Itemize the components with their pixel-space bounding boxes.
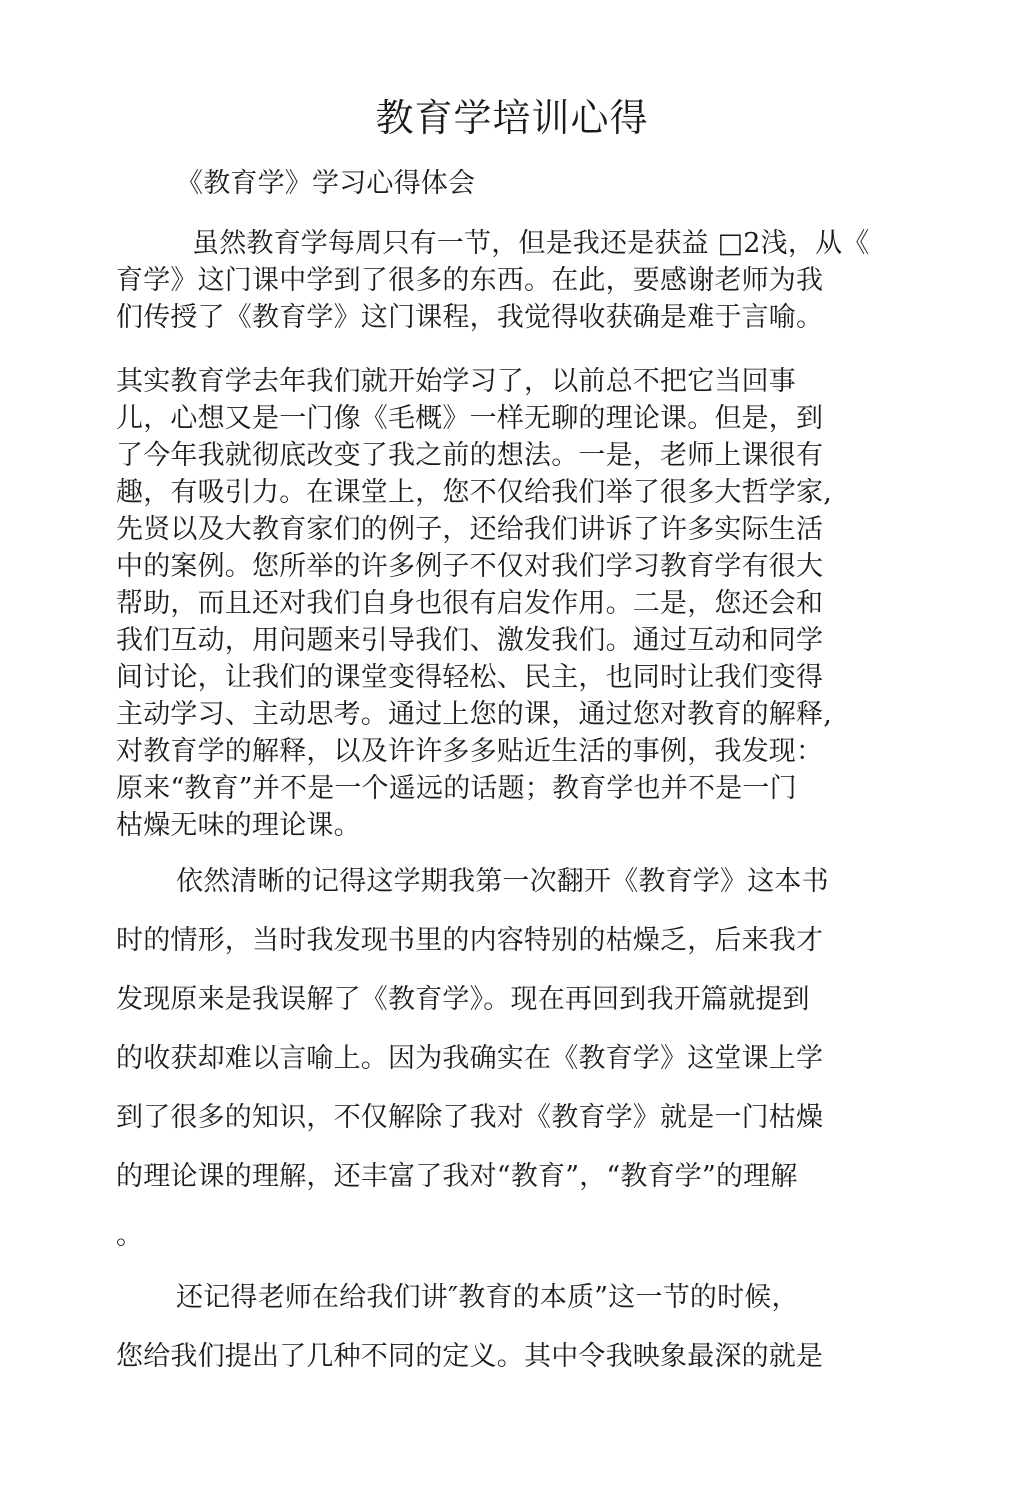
text-line: 趣，有吸引力。在课堂上，您不仅给我们举了很多大哲学家, [116,477,832,508]
text-line: 的理论课的理解，还丰富了我对“教育”，“教育学”的理解 [116,1161,798,1192]
text-line: 虽然教育学每周只有一节，但是我还是获益 □2浅，从《 [192,228,870,259]
text-line: 帮助，而且还对我们自身也很有启发作用。二是，您还会和 [116,588,824,619]
text-line: 到了很多的知识，不仅解除了我对《教育学》就是一门枯燥 [116,1102,824,1133]
text-line: 其实教育学去年我们就开始学习了，以前总不把它当回事 [116,366,796,397]
text-line: 枯燥无味的理论课。 [116,810,361,841]
text-line: 中的案例。您所举的许多例子不仅对我们学习教育学有很大 [116,551,824,582]
text-line: 时的情形，当时我发现书里的内容特别的枯燥乏，后来我才 [116,925,824,956]
text-line: 儿，心想又是一门像《毛概》一样无聊的理论课。但是，到 [116,403,824,434]
text-line: 的收获却难以言喻上。因为我确实在《教育学》这堂课上学 [116,1043,824,1074]
text-line: 我们互动，用问题来引导我们、激发我们。通过互动和同学 [116,625,824,656]
text-line: 原来“教育”并不是一个遥远的话题；教育学也并不是一门 [116,773,797,804]
subtitle: 《教育学》学习心得体会 [176,168,476,199]
text-line: 发现原来是我误解了《教育学》。现在再回到我开篇就提到 [116,984,810,1015]
text-line: 还记得老师在给我们讲″教育的本质”这一节的时候， [176,1282,799,1313]
page-title: 教育学培训心得 [375,96,649,140]
text-line: 您给我们提出了几种不同的定义。其中令我映象最深的就是 [116,1341,824,1372]
text-line: 了今年我就彻底改变了我之前的想法。一是，老师上课很有 [116,440,824,471]
text-line: 对教育学的解释，以及许许多多贴近生活的事例，我发现： [116,736,824,767]
text-line: 依然清晰的记得这学期我第一次翻开《教育学》这本书 [176,866,829,897]
text-line: 育学》这门课中学到了很多的东西。在此，要感谢老师为我 [116,265,824,296]
text-line: 间讨论，让我们的课堂变得轻松、民主，也同时让我们变得 [116,662,824,693]
text-line: 主动学习、主动思考。通过上您的课，通过您对教育的解释, [116,699,832,730]
text-line: 先贤以及大教育家们的例子，还给我们讲诉了许多实际生活 [116,514,824,545]
text-line: 。 [116,1220,144,1251]
text-line: 们传授了《教育学》这门课程，我觉得收获确是难于言喻。 [116,302,824,333]
